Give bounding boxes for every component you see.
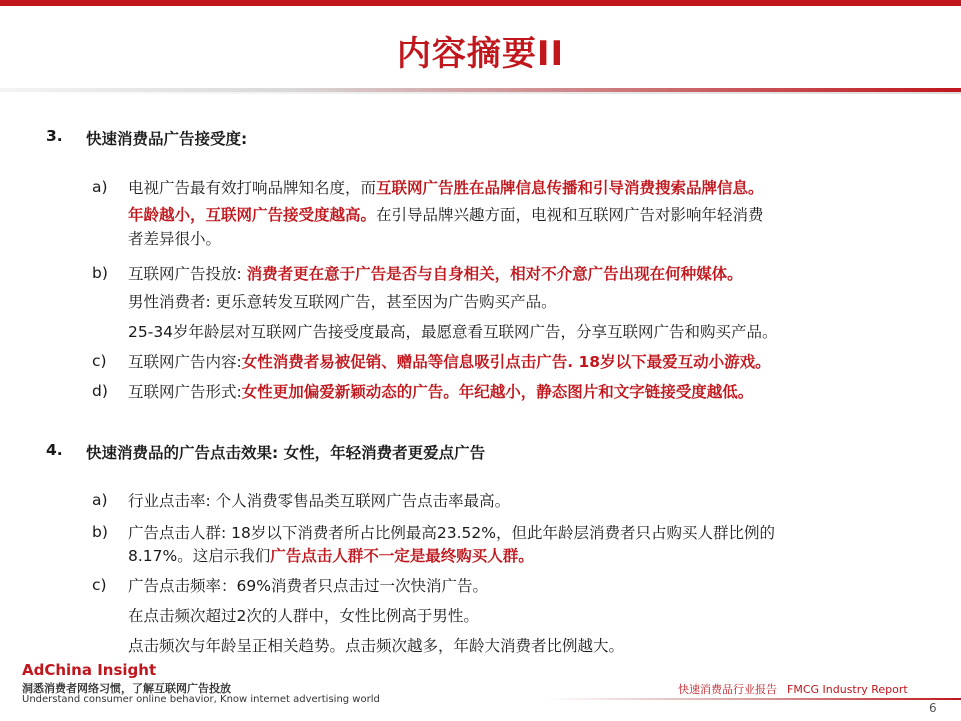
item-text-line — [128, 576, 488, 596]
page-number: 6 — [929, 701, 937, 715]
item-marker: c) — [92, 352, 107, 370]
title-divider-shadow — [0, 92, 961, 94]
item-text-line — [128, 546, 534, 566]
item-text-line — [128, 292, 557, 312]
item-text-line — [128, 636, 624, 656]
highlighted-text: 女性消费者易被促销、赠品等信息吸引点击广告. 18岁以下最爱互动小游戏。 — [241, 353, 771, 371]
item-marker: d) — [92, 382, 108, 400]
item-text-line — [128, 322, 778, 342]
item-text-line — [128, 606, 479, 626]
body-text: 点击频次与年龄呈正相关趋势。点击频次越多，年龄大消费者比例越大。 — [128, 637, 625, 655]
body-text: 25-34岁年龄层对互联网广告接受度最高，最愿意看互联网广告，分享互联网广告和购买产品。 — [128, 323, 778, 341]
item-text-line — [128, 229, 221, 249]
body-text: 广告点击人群: 18岁以下消费者所占比例最高23.52%，但此年龄层消费者只占购买人群比例的 — [128, 524, 775, 542]
item-marker: a) — [92, 178, 108, 196]
footer-tagline-cn: 洞悉消费者网络习惯，了解互联网广告投放 — [22, 682, 231, 695]
body-text: 电视广告最有效打响品牌知名度，而 — [128, 179, 377, 197]
highlighted-text: 消费者更在意于广告是否与自身相关，相对不介意广告出现在何种媒体。 — [246, 265, 743, 283]
body-text: 互联网广告投放: — [128, 265, 247, 283]
highlighted-text: 年龄越小，互联网广告接受度越高。 — [128, 206, 377, 224]
highlighted-text: 女性更加偏爱新颖动态的广告。年纪越小，静态图片和文字链接受度越低。 — [241, 383, 754, 401]
body-text: 行业点击率: 个人消费零售品类互联网广告点击率最高。 — [128, 492, 511, 510]
body-text: 互联网广告内容: — [128, 353, 242, 371]
section-number: 4. — [46, 441, 63, 459]
highlighted-text: 互联网广告胜在品牌信息传播和引导消费搜索品牌信息。 — [376, 179, 764, 197]
top-accent-bar — [0, 0, 961, 6]
item-text-line — [128, 205, 764, 225]
item-text-line — [128, 382, 753, 402]
footer-brand: AdChina Insight — [22, 661, 157, 679]
item-marker: c) — [92, 576, 107, 594]
footer-report-cn: 快速消费品行业报告 — [678, 683, 777, 696]
highlighted-text: 广告点击人群不一定是最终购买人群。 — [270, 547, 534, 565]
item-marker: b) — [92, 523, 108, 541]
footer-report-en: FMCG Industry Report — [787, 683, 908, 696]
section-heading: 快速消费品广告接受度: — [86, 130, 248, 148]
item-text-line — [128, 491, 510, 511]
footer-tagline-en: Understand consumer online behavior, Know internet advertising world — [22, 694, 380, 705]
item-text-line — [128, 178, 764, 198]
body-text: 广告点击频率：69%消费者只点击过一次快消广告。 — [128, 577, 488, 595]
section-heading: 快速消费品的广告点击效果: 女性，年轻消费者更爱点广告 — [86, 444, 486, 462]
slide-title: 内容摘要II — [396, 34, 565, 74]
item-text-line — [128, 264, 743, 284]
body-text: 在点击频次超过2次的人群中，女性比例高于男性。 — [128, 607, 479, 625]
body-text: 男性消费者: 更乐意转发互联网广告，甚至因为广告购买产品。 — [128, 293, 557, 311]
footer-report-title — [678, 681, 908, 697]
body-text: 互联网广告形式: — [128, 383, 242, 401]
item-marker: a) — [92, 491, 108, 509]
footer-divider — [545, 698, 961, 700]
body-text: 在引导品牌兴趣方面，电视和互联网广告对影响年轻消费 — [376, 206, 764, 224]
body-text: 8.17%。这启示我们 — [128, 547, 271, 565]
item-marker: b) — [92, 264, 108, 282]
item-text-line — [128, 523, 775, 543]
item-text-line — [128, 352, 771, 372]
body-text: 者差异很小。 — [128, 230, 222, 248]
section-number: 3. — [46, 127, 63, 145]
